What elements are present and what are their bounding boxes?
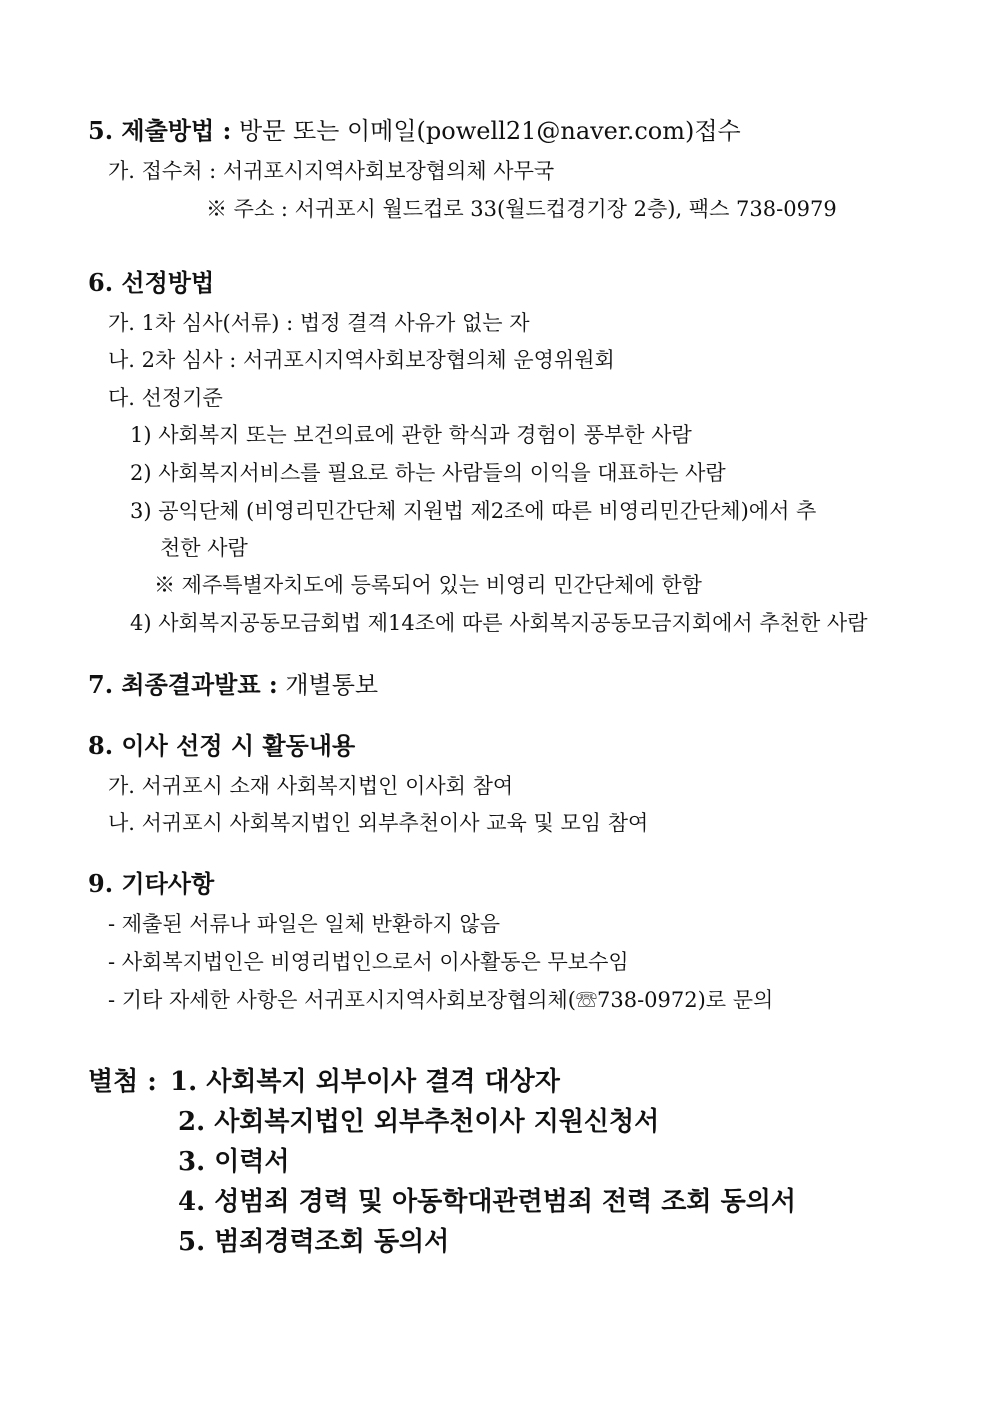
section-9-item-a: - 제출된 서류나 파일은 일체 반환하지 않음: [108, 912, 501, 936]
section-8-item-a: 가. 서귀포시 소재 사회복지법인 이사회 참여: [108, 774, 514, 798]
section-6-title: 6. 선정방법: [88, 268, 215, 297]
section-6-heading: [88, 268, 214, 298]
attachments-label: 별첨 :: [88, 1067, 157, 1097]
section-6-criterion-2: 2) 사회복지서비스를 필요로 하는 사람들의 이익을 대표하는 사람: [130, 461, 726, 485]
section-6-criterion-1: 1) 사회복지 또는 보건의료에 관한 학식과 경험이 풍부한 사람: [130, 423, 692, 447]
section-9-heading: [88, 869, 214, 899]
section-8-item-b: 나. 서귀포시 사회복지법인 외부추천이사 교육 및 모임 참여: [108, 811, 649, 835]
attachment-item-5: 5. 범죄경력조회 동의서: [178, 1227, 450, 1257]
section-5-address-note: ※ 주소 : 서귀포시 월드컵로 33(월드컵경기장 2층), 팩스 738-0979: [206, 197, 837, 221]
section-9-title: 9. 기타사항: [88, 869, 215, 898]
section-5-heading: [88, 116, 741, 146]
attachment-item-4: 4. 성범죄 경력 및 아동학대관련범죄 전력 조회 동의서: [178, 1187, 796, 1217]
section-6-criterion-3: 3) 공익단체 (비영리민간단체 지원법 제2조에 따른 비영리민간단체)에서 추: [130, 499, 817, 523]
section-5-title: 5. 제출방법 :: [88, 116, 232, 145]
attachment-item-2: 2. 사회복지법인 외부추천이사 지원신청서: [178, 1107, 660, 1137]
section-6-criterion-3-note: ※ 제주특별자치도에 등록되어 있는 비영리 민간단체에 한함: [154, 573, 702, 597]
section-7-text: 개별통보: [277, 671, 379, 699]
section-6-criterion-3-cont: 천한 사람: [160, 536, 248, 560]
section-5-item-a: 가. 접수처 : 서귀포시지역사회보장협의체 사무국: [108, 159, 555, 183]
section-6-criterion-4: 4) 사회복지공동모금회법 제14조에 따른 사회복지공동모금지회에서 추천한 사람: [130, 611, 868, 635]
section-8-title: 8. 이사 선정 시 활동내용: [88, 731, 356, 760]
section-6-item-a: 가. 1차 심사(서류) : 법정 결격 사유가 없는 자: [108, 311, 530, 335]
section-8-heading: [88, 731, 355, 761]
section-6-item-c: 다. 선정기준: [108, 386, 223, 410]
section-7-title: 7. 최종결과발표 :: [88, 670, 278, 699]
section-7-heading: [88, 670, 378, 700]
section-9-item-b: - 사회복지법인은 비영리법인으로서 이사활동은 무보수임: [108, 950, 629, 974]
section-6-item-b: 나. 2차 심사 : 서귀포시지역사회보장협의체 운영위원회: [108, 348, 615, 372]
attachment-item-3: 3. 이력서: [178, 1147, 290, 1177]
section-9-item-c: - 기타 자세한 사항은 서귀포시지역사회보장협의체(☏738-0972)로 문의: [108, 988, 774, 1012]
section-5-text: 방문 또는 이메일(powell21@naver.com)접수: [231, 117, 741, 145]
attachment-item-1: 1. 사회복지 외부이사 결격 대상자: [170, 1067, 560, 1097]
